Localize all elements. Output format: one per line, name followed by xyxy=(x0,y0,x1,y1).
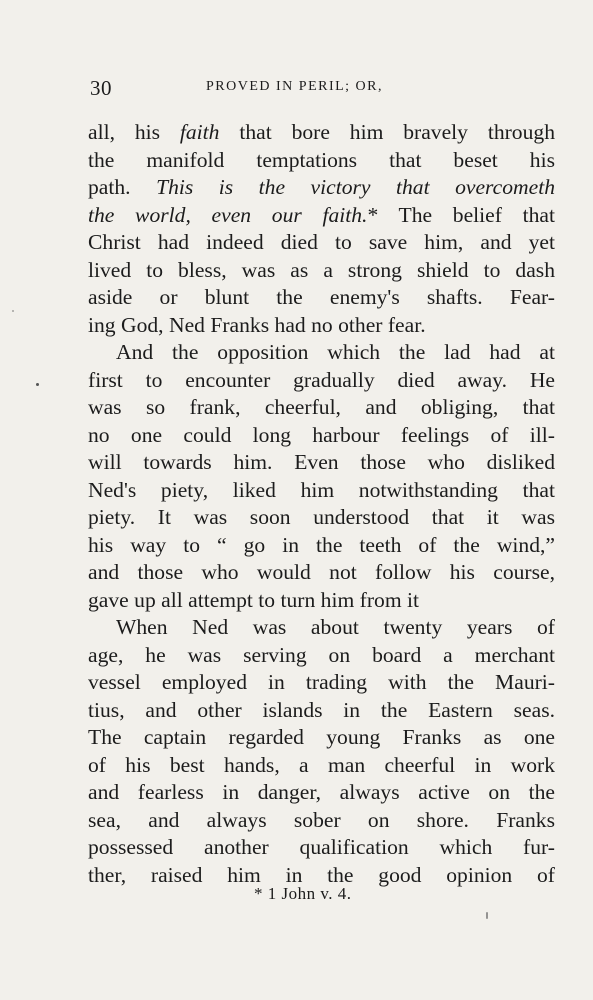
text-line: When Ned was about twenty years of xyxy=(116,615,555,639)
text-line: path. This is the victory that overcometh xyxy=(88,175,555,199)
text-line: and those who would not follow his course, xyxy=(88,560,555,584)
text-line: The captain regarded young Franks as one xyxy=(88,725,555,749)
text-line: Christ had indeed died to save him, and yet xyxy=(88,230,555,254)
text-line: his way to “ go in the teeth of the wind,” xyxy=(88,532,555,557)
text-line: vessel employed in trading with the Mauri- xyxy=(88,670,555,694)
print-speck xyxy=(486,912,488,919)
text-line: ing God, Ned Franks had no other fear. xyxy=(88,312,426,337)
text-line: aside or blunt the enemy's shafts. Fear- xyxy=(88,285,555,309)
running-title: PROVED IN PERIL; OR, xyxy=(206,79,384,94)
page-header xyxy=(90,76,550,102)
text-line: the manifold temptations that beset his xyxy=(88,147,555,172)
text-line: And the opposition which the lad had at xyxy=(116,340,555,364)
text-line: possessed another qualification which fur- xyxy=(88,835,555,859)
footnote: * 1 John v. 4. xyxy=(254,884,352,903)
text-line: of his best hands, a man cheerful in work xyxy=(88,752,555,777)
page-number: 30 xyxy=(90,76,112,100)
text-line: sea, and always sober on shore. Franks xyxy=(88,807,555,832)
text-line: and fearless in danger, always active on the xyxy=(88,780,555,804)
text-line: tius, and other islands in the Eastern seas. xyxy=(88,697,555,722)
text-line: the world, even our faith.* The belief that xyxy=(88,202,555,227)
print-speck xyxy=(12,310,14,312)
text-line: was so frank, cheerful, and obliging, that xyxy=(88,395,555,419)
text-line: piety. It was soon understood that it was xyxy=(88,505,555,529)
print-speck xyxy=(36,383,39,386)
text-line: age, he was serving on board a merchant xyxy=(88,642,555,667)
text-line: all, his faith that bore him bravely through xyxy=(88,120,555,144)
text-line: ther, raised him in the good opinion of xyxy=(88,862,555,887)
text-line: will towards him. Even those who disliked xyxy=(88,450,555,474)
text-line: first to encounter gradually died away. He xyxy=(88,367,555,392)
text-line: lived to bless, was as a strong shield to dash xyxy=(88,257,555,282)
text-line: gave up all attempt to turn him from it xyxy=(88,587,420,612)
text-line: Ned's piety, liked him notwithstanding that xyxy=(88,477,555,502)
text-line: no one could long harbour feelings of ill- xyxy=(88,422,555,447)
body-text xyxy=(88,119,555,889)
